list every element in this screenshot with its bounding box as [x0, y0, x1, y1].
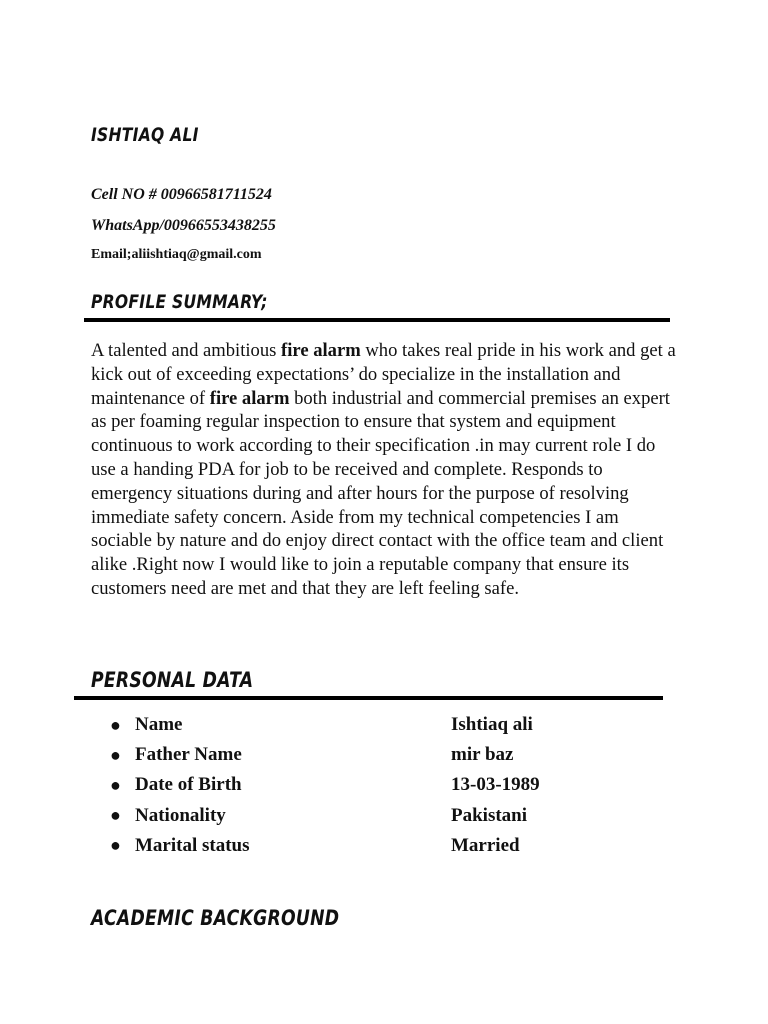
- summary-text: both industrial and commercial premises an expert as per foaming regular inspection to ensure that system and equipment continuous to work according to their specification .in may current role I do use a handing PDA for job to be received and complete. Responds to emergency situations during and after hours for the purpose of resolving immediate safety concern. Aside from my technical competencies I am sociable by nature and do enjoy direct contact with the office team and client alike .Right now I would like to join a reputable company that ensure its customers need are met and that they are left feeling safe.: [91, 387, 670, 599]
- bullet-icon: ●: [110, 714, 121, 735]
- list-item: [110, 831, 630, 861]
- field-value: Pakistani: [451, 804, 528, 826]
- field-label: Marital status: [135, 834, 250, 856]
- field-value: Married: [451, 834, 520, 856]
- bullet-icon: ●: [110, 774, 121, 795]
- personal-data-list: [110, 710, 630, 861]
- list-item: [110, 770, 630, 800]
- field-value: Ishtiaq ali: [451, 714, 533, 736]
- summary-text: A talented and ambitious: [91, 340, 282, 361]
- profile-summary-text: [91, 339, 681, 601]
- resume-name: ISHTIAQ ALI: [91, 124, 199, 146]
- summary-emphasis: fire alarm: [281, 340, 361, 361]
- personal-data-divider: [74, 696, 663, 700]
- personal-data-heading: PERSONAL DATA: [91, 668, 254, 692]
- academic-background-heading: ACADEMIC BACKGROUND: [91, 906, 340, 930]
- list-item: [110, 801, 630, 831]
- summary-text: who takes real pride in his work and get a kick out of exceeding expectations’ do specialize in the installation and maintenance of: [91, 340, 676, 409]
- field-label: Name: [135, 714, 183, 736]
- bullet-icon: ●: [110, 835, 121, 856]
- email-address: Email;aliishtiaq@gmail.com: [91, 247, 262, 262]
- bullet-icon: ●: [110, 805, 121, 826]
- profile-divider: [84, 318, 670, 322]
- field-label: Date of Birth: [135, 774, 242, 796]
- list-item: [110, 710, 630, 740]
- field-label: Father Name: [135, 744, 242, 766]
- list-item: [110, 740, 630, 770]
- profile-summary-heading: PROFILE SUMMARY;: [91, 291, 268, 313]
- bullet-icon: ●: [110, 744, 121, 765]
- field-label: Nationality: [135, 804, 226, 826]
- cell-number: Cell NO # 00966581711524: [91, 186, 272, 203]
- field-value: mir baz: [451, 744, 514, 766]
- summary-emphasis: fire alarm: [209, 387, 290, 409]
- field-value: 13-03-1989: [451, 774, 540, 796]
- whatsapp-number: WhatsApp/00966553438255: [91, 217, 276, 234]
